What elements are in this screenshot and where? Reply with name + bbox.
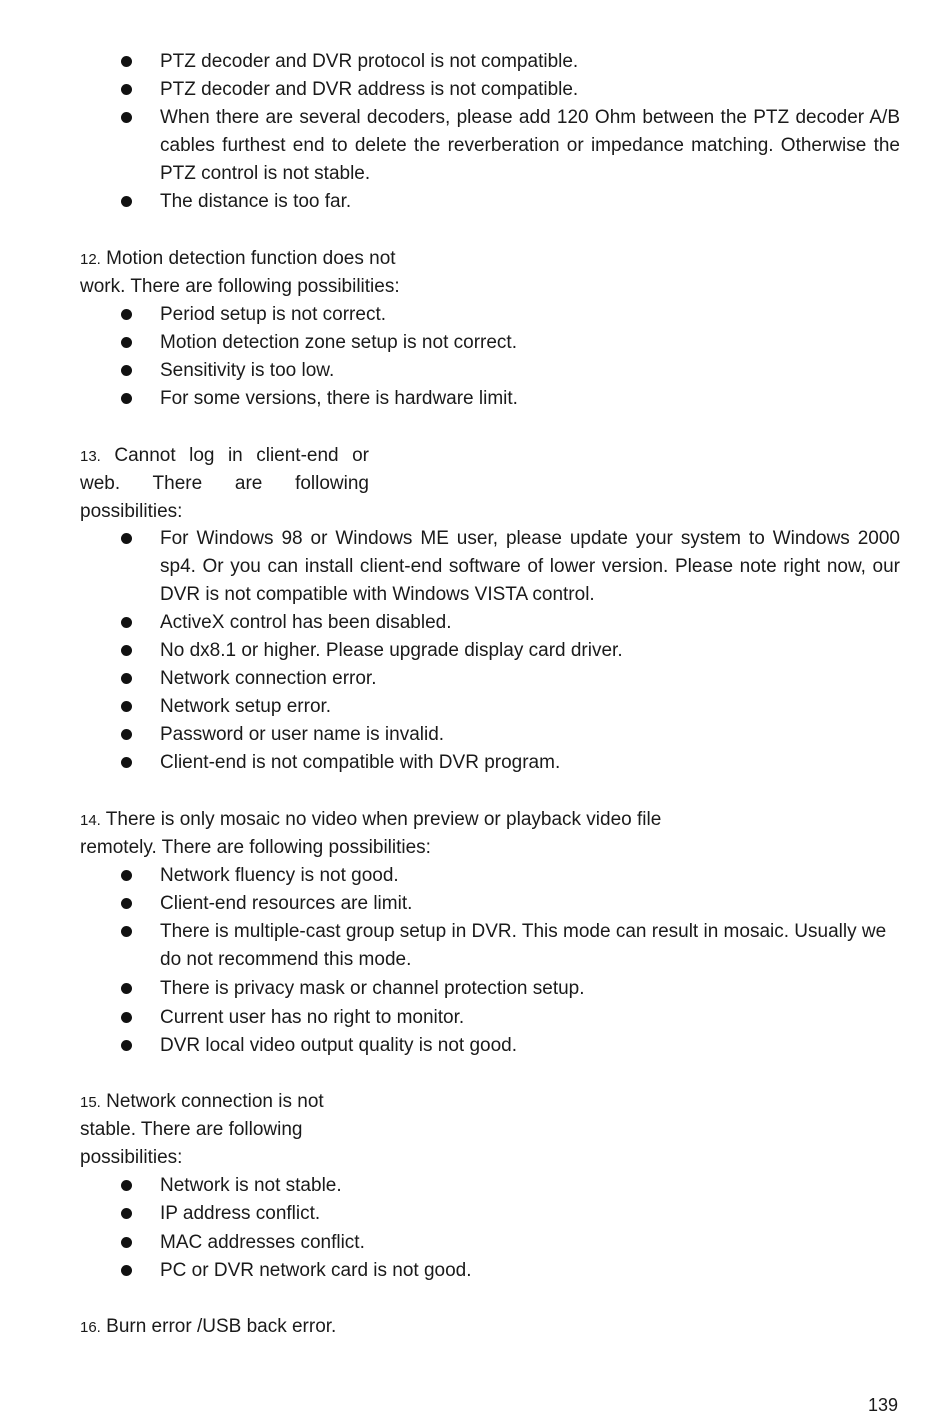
- section-heading-text: possibilities:: [80, 1147, 183, 1168]
- bullet-icon: [121, 1265, 132, 1276]
- bullet-icon: [121, 337, 132, 348]
- bullet-text: MAC addresses conflict.: [160, 1232, 365, 1253]
- bullet-icon: [121, 757, 132, 768]
- bullet-text: For Windows 98 or Windows ME user, please update your system to Windows 2000 sp4. Or you can install client-end software of lower version. Please note right now, our DVR is not compatible with Windows VISTA control.: [160, 528, 900, 605]
- bullet-text: IP address conflict.: [160, 1203, 321, 1224]
- bullet-text: There is multiple-cast group setup in DVR. This mode can result in mosaic. Usually we do not recommend this mode.: [160, 921, 887, 970]
- section-heading: [80, 806, 661, 835]
- bullet-icon: [121, 1180, 132, 1191]
- bullet-icon: [121, 701, 132, 712]
- bullet-text: Client-end is not compatible with DVR program.: [160, 752, 561, 773]
- bullet-icon: [121, 1208, 132, 1219]
- bullet-icon: [121, 870, 132, 881]
- bullet-icon: [121, 617, 132, 628]
- bullet-text: Period setup is not correct.: [160, 304, 386, 325]
- bullet-text: PTZ decoder and DVR protocol is not compatible.: [160, 51, 579, 72]
- section-number: 12.: [80, 251, 101, 268]
- bullet-text: When there are several decoders, please add 120 Ohm between the PTZ decoder A/B cables furthest end to delete the reverberation or impedance matching. Otherwise the PTZ control is not stable.: [160, 107, 900, 184]
- bullet-icon: [121, 673, 132, 684]
- section-number: 16.: [80, 1319, 101, 1336]
- page-number: 139: [867, 1395, 898, 1415]
- bullet-icon: [121, 533, 132, 544]
- bullet-icon: [121, 926, 132, 937]
- section-heading-text: possibilities:: [80, 501, 183, 522]
- bullet-icon: [121, 898, 132, 909]
- bullet-text: Network connection error.: [160, 668, 377, 689]
- bullet-icon: [121, 983, 132, 994]
- bullet-text: For some versions, there is hardware limit.: [160, 388, 518, 409]
- bullet-icon: [121, 1237, 132, 1248]
- bullet-text: Network setup error.: [160, 696, 332, 717]
- section-heading: [80, 1088, 324, 1117]
- bullet-icon: [121, 729, 132, 740]
- section-heading-text: Network connection is not: [106, 1091, 324, 1112]
- section-heading-text: work. There are following possibilities:: [80, 276, 400, 297]
- bullet-text: Sensitivity is too low.: [160, 360, 335, 381]
- bullet-icon: [121, 84, 132, 95]
- section-heading-text: Motion detection function does not: [106, 248, 396, 269]
- bullet-icon: [121, 309, 132, 320]
- bullet-text: Network is not stable.: [160, 1175, 342, 1196]
- bullet-text: Password or user name is invalid.: [160, 724, 445, 745]
- section-number: 14.: [80, 812, 101, 829]
- bullet-text: Motion detection zone setup is not correct.: [160, 332, 517, 353]
- bullet-text: ActiveX control has been disabled.: [160, 612, 452, 633]
- bullet-icon: [121, 112, 132, 123]
- bullet-text: PTZ decoder and DVR address is not compatible.: [160, 79, 579, 100]
- section-heading-text: remotely. There are following possibilities:: [80, 837, 431, 858]
- bullet-icon: [121, 393, 132, 404]
- section-heading-text: Cannot log in client-end or: [114, 445, 369, 466]
- section-heading-text: stable. There are following: [80, 1119, 303, 1140]
- section-heading-text: There is only mosaic no video when preview or playback video file: [105, 809, 662, 830]
- bullet-text: There is privacy mask or channel protection setup.: [160, 978, 585, 999]
- bullet-text: Current user has no right to monitor.: [160, 1007, 465, 1028]
- bullet-icon: [121, 645, 132, 656]
- bullet-icon: [121, 1012, 132, 1023]
- bullet-text: The distance is too far.: [160, 191, 352, 212]
- section-number: 15.: [80, 1094, 101, 1111]
- section-number: 13.: [80, 448, 101, 465]
- bullet-text: Network fluency is not good.: [160, 865, 399, 886]
- bullet-text: Client-end resources are limit.: [160, 893, 413, 914]
- section-heading: [80, 245, 396, 274]
- bullet-icon: [121, 56, 132, 67]
- section-heading-text: web. There are following: [80, 473, 369, 494]
- bullet-text: No dx8.1 or higher. Please upgrade display card driver.: [160, 640, 623, 661]
- bullet-icon: [121, 1040, 132, 1051]
- bullet-text: PC or DVR network card is not good.: [160, 1260, 472, 1281]
- section-heading-text: Burn error /USB back error.: [106, 1316, 337, 1337]
- section-heading: [80, 442, 369, 471]
- bullet-icon: [121, 196, 132, 207]
- section-heading: [80, 1313, 336, 1342]
- bullet-icon: [121, 365, 132, 376]
- bullet-text: DVR local video output quality is not good.: [160, 1035, 517, 1056]
